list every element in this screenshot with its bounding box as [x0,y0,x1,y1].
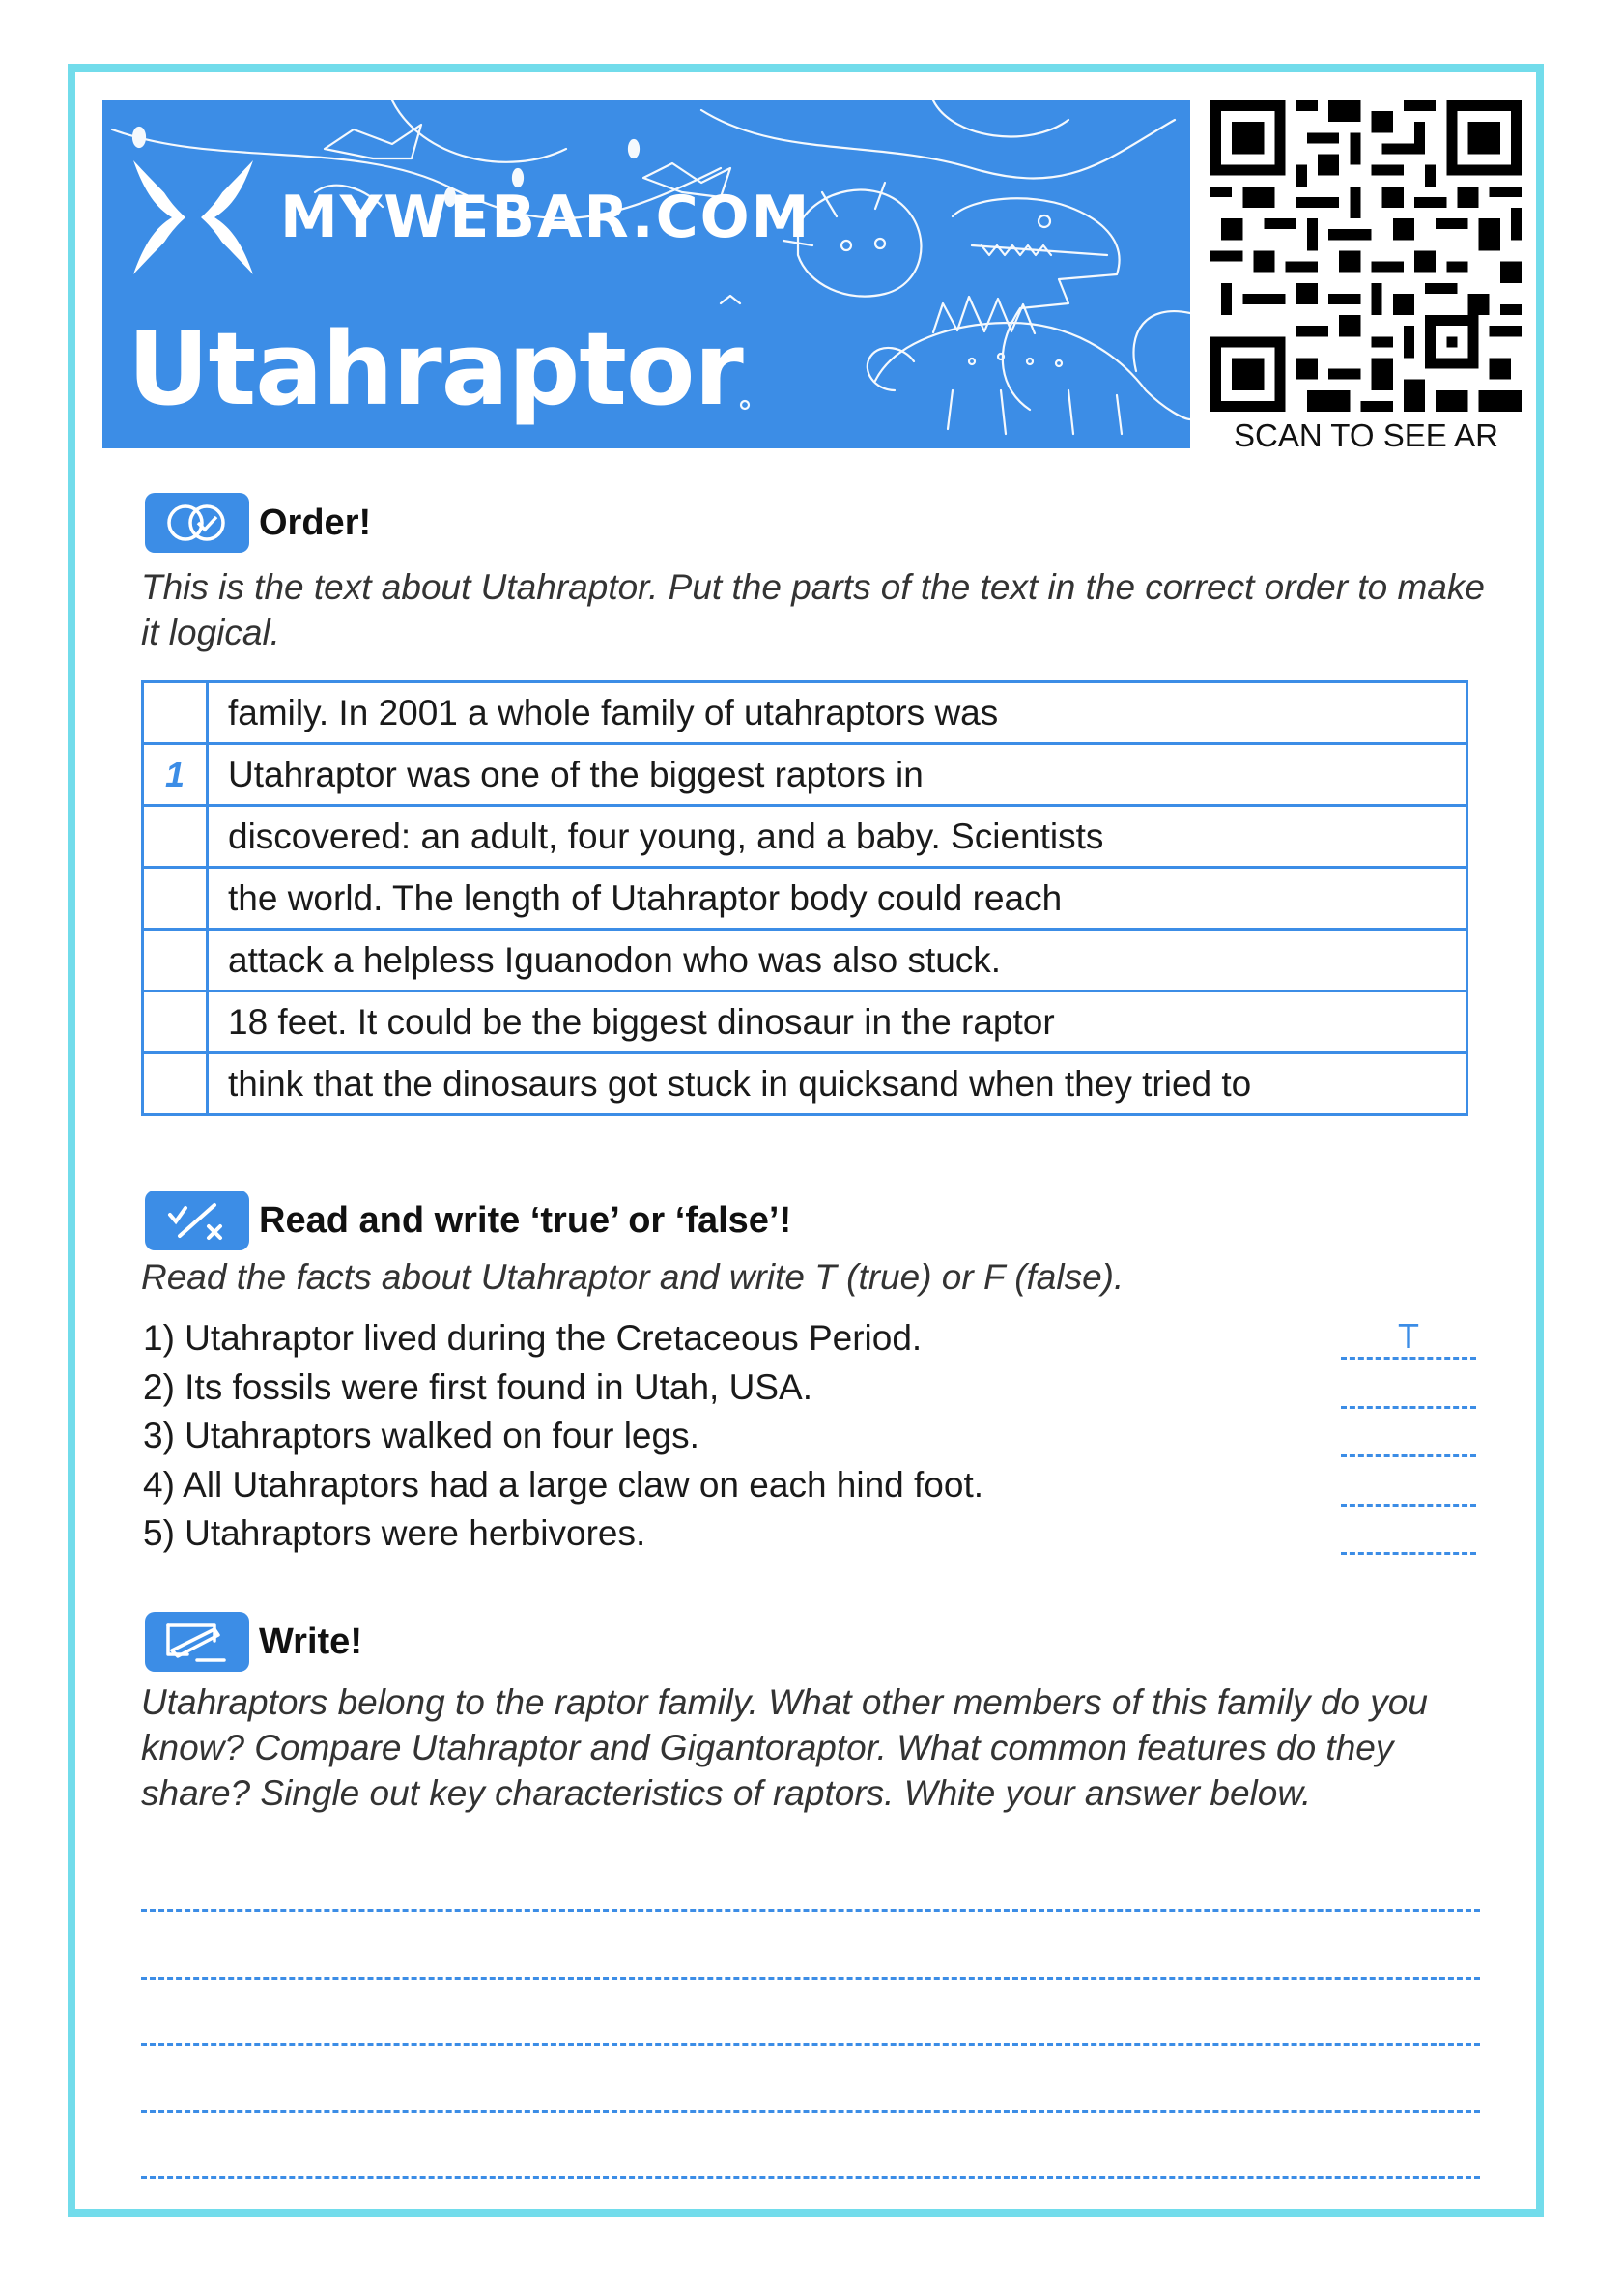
order-number-field[interactable] [143,868,208,930]
order-instructions: This is the text about Utahraptor. Put the parts of the text in the correct order to make it logical. [141,567,1485,652]
list-item [143,1363,1476,1413]
order-text: discovered: an adult, four young, and a baby. Scientists [208,806,1467,868]
list-item [143,1461,1476,1510]
statement-text: 5) Utahraptors were herbivores. [143,1513,646,1553]
answer-line[interactable] [141,2043,1480,2046]
list-item [143,1314,1476,1363]
true-false-icon [145,1191,249,1250]
answer-line[interactable] [141,1909,1480,1912]
true-false-section-header [145,1191,791,1250]
statement-text: 1) Utahraptor lived during the Cretaceous Period. [143,1318,923,1358]
table-row [143,744,1467,806]
answer-field[interactable] [1341,1365,1476,1409]
order-number-field[interactable] [143,806,208,868]
write-pencil-icon [145,1612,249,1672]
table-row [143,868,1467,930]
qr-code-icon[interactable] [1208,100,1524,412]
answer-line[interactable] [141,2176,1480,2179]
answer-line[interactable] [141,1977,1480,1980]
answer-field[interactable] [1341,1463,1476,1507]
order-table [141,680,1468,1116]
order-text: think that the dinosaurs got stuck in quicksand when they tried to [208,1053,1467,1115]
mywebar-logo-icon [126,155,261,280]
statement-text: 2) Its fossils were first found in Utah, USA. [143,1366,812,1407]
scan-label: SCAN TO SEE AR [1234,417,1498,453]
order-text: attack a helpless Iguanodon who was also stuck. [208,930,1467,991]
table-row [143,991,1467,1053]
list-item [143,1509,1476,1559]
write-instructions: Utahraptors belong to the raptor family. What other members of this family do you know? Compare Utahraptor and Gigantoraptor. What common features do they share? Single out key characteristics of raptors. White your answer below. [141,1682,1428,1813]
order-text: 18 feet. It could be the biggest dinosaur in the raptor [208,991,1467,1053]
statement-text: 3) Utahraptors walked on four legs. [143,1416,699,1455]
statement-text: 4) All Utahraptors had a large claw on each hind foot. [143,1464,984,1505]
answer-line[interactable] [141,2110,1480,2113]
true-false-list [143,1314,1476,1559]
answer-field[interactable] [1341,1511,1476,1555]
order-number-field[interactable] [143,991,208,1053]
order-number-field[interactable] [143,930,208,991]
order-number-field[interactable]: 1 [143,744,208,806]
answer-field[interactable] [1341,1414,1476,1457]
write-section-header [145,1612,362,1672]
table-row [143,806,1467,868]
brand-name: MYWEBAR.COM [280,184,812,251]
true-false-instructions: Read the facts about Utahraptor and write T (true) or F (false). [141,1257,1125,1297]
header-banner [102,100,1190,448]
order-check-icon [145,493,249,553]
order-text: the world. The length of Utahraptor body could reach [208,868,1467,930]
order-section-title: Order! [259,502,372,543]
table-row [143,1053,1467,1115]
order-section-header [145,493,371,553]
write-section-title: Write! [259,1621,362,1662]
list-item [143,1412,1476,1461]
true-false-section-title: Read and write ‘true’ or ‘false’! [259,1199,792,1241]
table-row [143,682,1467,744]
page-title: Utahraptor [128,310,743,428]
order-text: Utahraptor was one of the biggest raptors in [208,744,1467,806]
answer-field[interactable]: T [1341,1316,1476,1360]
order-text: family. In 2001 a whole family of utahraptors was [208,682,1467,744]
table-row [143,930,1467,991]
order-number-field[interactable] [143,682,208,744]
order-number-field[interactable] [143,1053,208,1115]
